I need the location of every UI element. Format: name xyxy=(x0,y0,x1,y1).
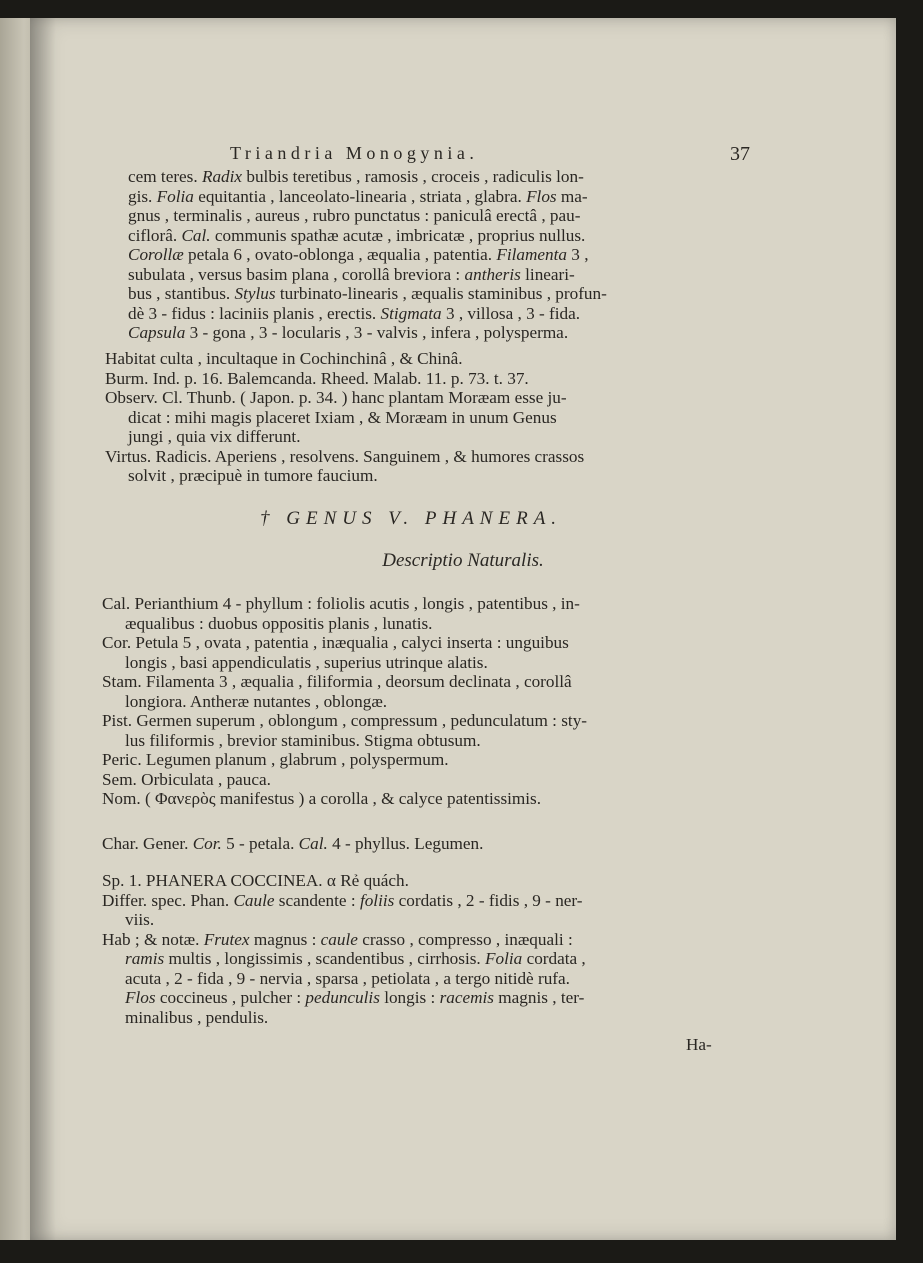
text-run: longis , basi appendiculatis , superius utrinque alatis. xyxy=(125,652,488,672)
italic-term: Capsula xyxy=(128,323,186,342)
natural-description xyxy=(102,594,587,809)
text-run: Habitat culta , incultaque in Cochinchinâ , & Chinâ. xyxy=(105,349,463,368)
text-run: Stam. Filamenta 3 , æqualia , filiformia , deorsum declinata , corollâ xyxy=(102,672,572,691)
text-line xyxy=(102,969,586,989)
text-line xyxy=(128,323,607,343)
italic-term: Caule xyxy=(233,890,275,910)
text-line xyxy=(102,594,587,614)
text-run: multis , longissimis , scandentibus , cirrhosis. xyxy=(164,949,486,968)
page-header xyxy=(230,143,750,165)
text-run: dicat : mihi magis placeret Ixiam , & Moræam in unum Genus xyxy=(128,407,557,427)
text-run: Cor. Petula 5 , ovata , patentia , inæqualia , calyci inserta : unguibus xyxy=(102,633,569,652)
text-line xyxy=(105,447,584,467)
text-run: 5 - petala. xyxy=(221,834,299,853)
italic-term: Flos xyxy=(526,186,557,206)
catchword: Ha- xyxy=(686,1035,712,1054)
char-gener-line xyxy=(102,834,483,854)
italic-term: Flos xyxy=(125,988,156,1007)
italic-term: Filamenta xyxy=(496,245,567,264)
text-run: Nom. ( Φανερὸς manifestus ) a corolla , & calyce patentissimis. xyxy=(102,789,542,808)
text-run: longiora. Antheræ nutantes , oblongæ. xyxy=(125,691,388,711)
text-run: communis spathæ acutæ , imbricatæ , proprius nullus. xyxy=(210,225,586,245)
text-line xyxy=(105,427,584,447)
text-run: equitantia , lanceolato-linearia , striata , glabra. xyxy=(193,186,527,206)
italic-term: Radix xyxy=(201,167,243,186)
italic-term: foliis xyxy=(359,890,395,910)
species-paragraph xyxy=(102,871,586,1027)
text-run: solvit , præcipuè in tumore faucium. xyxy=(128,466,378,485)
text-line xyxy=(105,466,584,486)
text-run: coccineus , pulcher : xyxy=(155,988,306,1007)
text-line xyxy=(128,167,607,187)
italic-term: Frutex xyxy=(203,929,250,949)
text-line xyxy=(102,653,587,673)
text-run: bulbis teretibus , ramosis , croceis , radiculis lon- xyxy=(242,167,584,186)
text-line xyxy=(102,988,586,1008)
description-paragraph xyxy=(128,167,607,343)
italic-term: Cal. xyxy=(181,225,211,245)
text-run: cem teres. xyxy=(128,167,202,186)
text-line xyxy=(128,206,607,226)
text-line xyxy=(128,284,607,304)
text-run: longis : xyxy=(379,988,440,1007)
text-line xyxy=(128,245,607,265)
text-run: lineari- xyxy=(520,264,575,284)
italic-term: caule xyxy=(320,929,358,949)
text-run: 3 - gona , 3 - locularis , 3 - valvis , infera , polysperma. xyxy=(185,323,569,342)
italic-term: pedunculis xyxy=(305,988,380,1007)
text-line xyxy=(102,731,587,751)
italic-term: Stigmata xyxy=(380,303,442,323)
text-run: crasso , compresso , inæquali : xyxy=(357,929,573,949)
text-run: æqualibus : duobus oppositis planis , lunatis. xyxy=(125,613,433,633)
text-line xyxy=(105,388,584,408)
text-line xyxy=(105,408,584,428)
italic-term: Cor. xyxy=(192,834,222,853)
section-subtitle: Descriptio Naturalis. xyxy=(382,550,544,571)
text-run: jungi , quia vix differunt. xyxy=(128,427,301,446)
text-run: acuta , 2 - fida , 9 - nervia , sparsa , petiolata , a tergo nitidè rufa. xyxy=(125,968,570,988)
text-run: scandente : xyxy=(274,890,360,910)
text-line xyxy=(102,633,587,653)
text-run: ma- xyxy=(556,186,588,206)
text-line xyxy=(102,770,587,790)
italic-term: Stylus xyxy=(234,284,276,303)
text-run: cordatis , 2 - fidis , 9 - ner- xyxy=(394,890,583,910)
text-line xyxy=(128,304,607,324)
text-run: minalibus , pendulis. xyxy=(125,1007,269,1027)
text-run: Virtus. Radicis. Aperiens , resolvens. Sanguinem , & humores crassos xyxy=(105,446,585,466)
text-run: Differ. spec. Phan. xyxy=(102,890,234,910)
text-line xyxy=(102,871,586,891)
running-title: Triandria Monogynia. xyxy=(230,143,479,163)
text-run: Cal. Perianthium 4 - phyllum : foliolis acutis , longis , patentibus , in- xyxy=(102,594,580,613)
text-line xyxy=(128,226,607,246)
page-gutter-shadow xyxy=(30,18,56,1240)
page-number: 37 xyxy=(730,143,750,165)
text-line xyxy=(128,187,607,207)
text-run: Pist. Germen superum , oblongum , compressum , pedunculatum : sty- xyxy=(102,711,588,730)
italic-term: Folia xyxy=(156,186,194,206)
text-run: gis. xyxy=(128,186,157,206)
text-line xyxy=(128,265,607,285)
text-run: magnus : xyxy=(249,929,321,949)
text-run: bus , stantibus. xyxy=(128,284,235,303)
text-run: ciflorâ. xyxy=(128,225,182,245)
text-line xyxy=(102,711,587,731)
text-line xyxy=(102,910,586,930)
italic-term: Corollæ xyxy=(128,245,184,264)
text-run: Char. Gener. xyxy=(102,834,193,853)
italic-term: antheris xyxy=(464,264,521,284)
text-run: cordata , xyxy=(522,949,586,968)
text-run: petala 6 , ovato-oblonga , æqualia , patentia. xyxy=(183,245,497,264)
text-run: Sp. 1. PHANERA COCCINEA. α Rẻ quách. xyxy=(102,871,409,890)
text-run: magnis , ter- xyxy=(494,988,585,1007)
text-line xyxy=(102,750,587,770)
text-line xyxy=(102,789,587,809)
text-run: turbinato-linearis , æqualis staminibus , profun- xyxy=(275,284,607,303)
text-run: Peric. Legumen planum , glabrum , polyspermum. xyxy=(102,750,449,769)
text-run: Burm. Ind. p. 16. Balemcanda. Rheed. Malab. 11. p. 73. t. 37. xyxy=(105,368,529,388)
character-generic xyxy=(102,834,483,854)
text-run: Observ. Cl. Thunb. ( Japon. p. 34. ) hanc plantam Moræam esse ju- xyxy=(105,388,567,407)
text-run: dè 3 - fidus : laciniis planis , erectis. xyxy=(128,303,381,323)
text-run: lus filiformis , brevior staminibus. Stigma obtusum. xyxy=(125,730,481,750)
text-run: viis. xyxy=(125,910,155,929)
text-line xyxy=(105,369,584,389)
text-line xyxy=(102,949,586,969)
notes-paragraph xyxy=(105,349,584,486)
text-run: gnus , terminalis , aureus , rubro punctatus : paniculâ erectâ , pau- xyxy=(128,206,581,225)
text-run: Sem. Orbiculata , pauca. xyxy=(102,769,271,789)
book-page xyxy=(30,18,896,1240)
text-line xyxy=(102,614,587,634)
text-run: 3 , villosa , 3 - fida. xyxy=(441,303,581,323)
text-line xyxy=(102,672,587,692)
text-line xyxy=(105,349,584,369)
text-line xyxy=(102,930,586,950)
text-line xyxy=(102,1008,586,1028)
text-run: 3 , xyxy=(567,245,589,264)
italic-term: Cal. xyxy=(298,834,328,853)
italic-term: Folia xyxy=(485,949,523,968)
text-line xyxy=(102,692,587,712)
italic-term: ramis xyxy=(125,949,165,968)
text-run: 4 - phyllus. Legumen. xyxy=(327,834,484,853)
text-line xyxy=(102,891,586,911)
genus-title: † GENUS V. PHANERA. xyxy=(260,508,563,529)
italic-term: racemis xyxy=(439,988,494,1007)
text-run: subulata , versus basim plana , corollâ breviora : xyxy=(128,264,465,284)
text-run: Hab ; & notæ. xyxy=(102,929,204,949)
